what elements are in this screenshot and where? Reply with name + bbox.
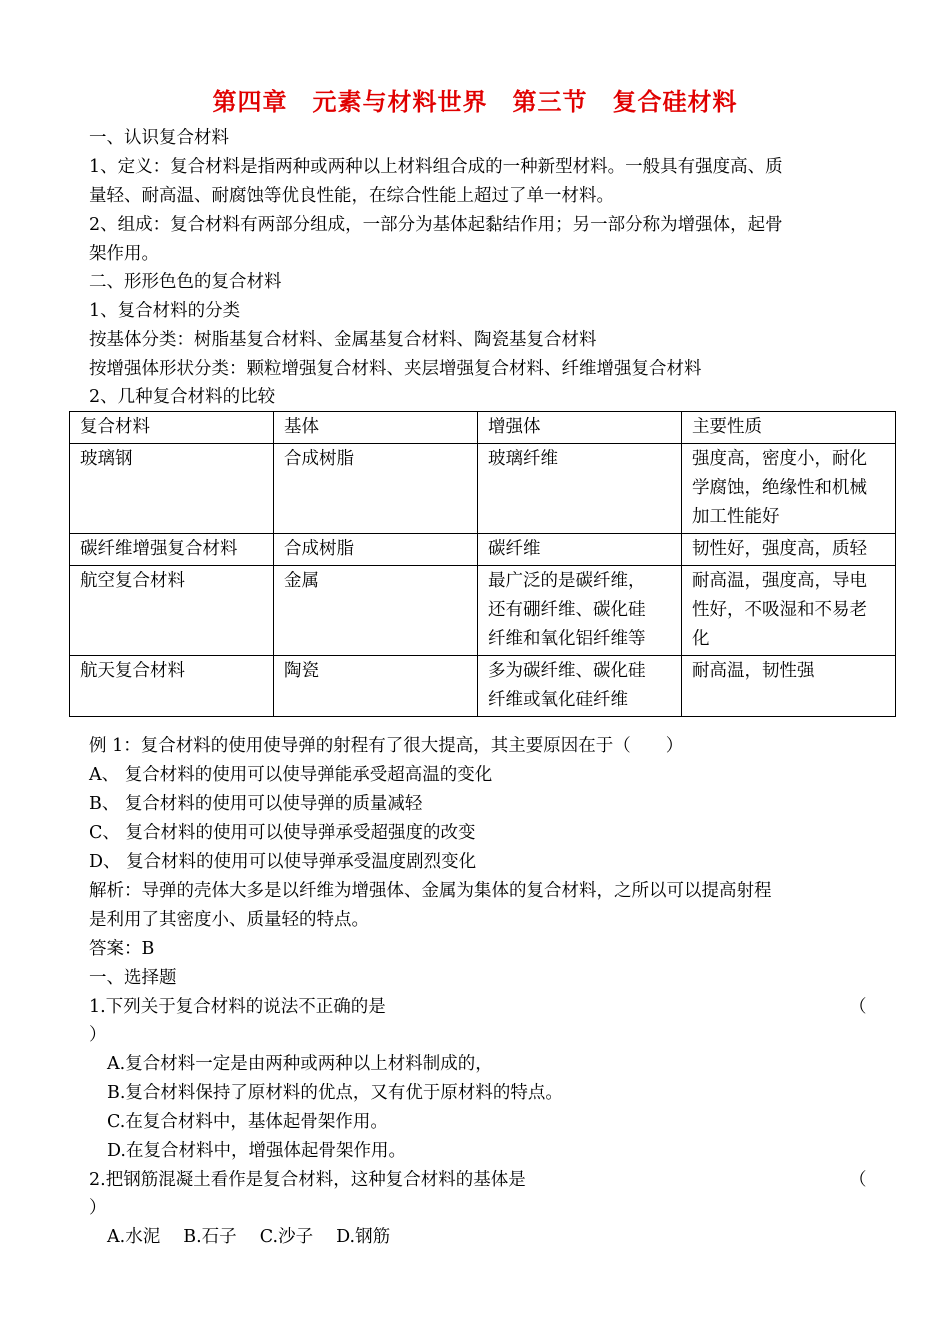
example-option-a: A、 复合材料的使用可以使导弹能承受超高温的变化 [89, 765, 493, 785]
example-option-d: D、 复合材料的使用可以使导弹承受温度剧烈变化 [89, 852, 477, 872]
table-cell [274, 566, 478, 656]
answer-line: 答案：B [89, 939, 155, 959]
cell-text: 碳纤维增强复合材料 [80, 539, 238, 559]
question-1-stem: 1.下列关于复合材料的说法不正确的是 [89, 997, 386, 1017]
question-2-paren-close: ） [89, 1198, 107, 1218]
question-1-option-b: B.复合材料保持了原材料的优点，又有优于原材料的特点。 [107, 1083, 563, 1103]
table-cell [478, 656, 682, 717]
cell-text: 玻璃纤维 [488, 449, 558, 469]
question-1-option-d: D.在复合材料中，增强体起骨架作用。 [107, 1141, 406, 1161]
page-title: 第四章 元素与材料世界 第三节 复合硅材料 [212, 87, 738, 116]
table-cell [682, 656, 896, 717]
definition-line-1: 1、定义：复合材料是指两种或两种以上材料组合成的一种新型材料。一般具有强度高、质 [89, 157, 783, 177]
example-option-b: B、 复合材料的使用可以使导弹的质量减轻 [89, 794, 423, 814]
example-question: 例 1：复合材料的使用使导弹的射程有了很大提高，其主要原因在于（ ） [89, 736, 684, 756]
table-row [70, 534, 896, 566]
composition-line-2: 架作用。 [89, 244, 159, 264]
table-cell [70, 656, 274, 717]
cell-text: 耐高温，韧性强 [692, 661, 815, 681]
table-row [70, 566, 896, 656]
exercise-heading: 一、选择题 [89, 968, 177, 988]
classification-by-matrix: 按基体分类：树脂基复合材料、金属基复合材料、陶瓷基复合材料 [89, 330, 597, 350]
cell-text: 韧性好，强度高，质轻 [692, 539, 867, 559]
cell-text: 耐高温，强度高，导电 性好，不吸湿和不易老 化 [692, 571, 867, 649]
question-2-paren-open: （ [849, 1170, 867, 1190]
table-cell [682, 534, 896, 566]
table-cell [682, 566, 896, 656]
comparison-heading: 2、几种复合材料的比较 [89, 387, 276, 407]
table-header-cell: 基体 [274, 412, 478, 444]
cell-text: 合成树脂 [284, 539, 354, 559]
cell-text: 碳纤维 [488, 539, 541, 559]
cell-text: 最广泛的是碳纤维， 还有硼纤维、碳化硅 纤维和氧化铝纤维等 [488, 571, 646, 649]
section-heading-2: 二、形形色色的复合材料 [89, 272, 282, 292]
cell-text: 陶瓷 [284, 661, 319, 681]
cell-text: 金属 [284, 571, 319, 591]
table-header-row [70, 412, 896, 444]
composition-line-1: 2、组成：复合材料有两部分组成，一部分为基体起黏结作用；另一部分称为增强体，起骨 [89, 215, 783, 235]
analysis-line-1: 解析：导弹的壳体大多是以纤维为增强体、金属为集体的复合材料，之所以可以提高射程 [89, 881, 772, 901]
question-2-stem: 2.把钢筋混凝土看作是复合材料，这种复合材料的基体是 [89, 1170, 526, 1190]
table-row [70, 656, 896, 717]
table-cell [274, 534, 478, 566]
question-1-option-c: C.在复合材料中，基体起骨架作用。 [107, 1112, 388, 1132]
table-cell [70, 444, 274, 534]
classification-heading: 1、复合材料的分类 [89, 301, 241, 321]
classification-by-shape: 按增强体形状分类：颗粒增强复合材料、夹层增强复合材料、纤维增强复合材料 [89, 359, 702, 379]
question-1-paren-open: （ [849, 997, 867, 1017]
question-2-options: A.水泥 B.石子 C.沙子 D.钢筋 [107, 1227, 391, 1247]
table-cell [478, 534, 682, 566]
example-option-c: C、 复合材料的使用可以使导弹承受超强度的改变 [89, 823, 476, 843]
definition-line-2: 量轻、耐高温、耐腐蚀等优良性能，在综合性能上超过了单一材料。 [89, 186, 614, 206]
table-cell [274, 444, 478, 534]
table-header-cell: 主要性质 [682, 412, 896, 444]
cell-text: 合成树脂 [284, 449, 354, 469]
table-row [70, 444, 896, 534]
table-cell [274, 656, 478, 717]
table-header-cell: 增强体 [478, 412, 682, 444]
cell-text: 强度高，密度小，耐化 学腐蚀，绝缘性和机械 加工性能好 [692, 449, 867, 527]
question-1-paren-close: ） [89, 1025, 107, 1045]
table-cell [478, 444, 682, 534]
table-cell [682, 444, 896, 534]
analysis-line-2: 是利用了其密度小、质量轻的特点。 [89, 910, 369, 930]
cell-text: 航天复合材料 [80, 661, 185, 681]
section-heading-1: 一、认识复合材料 [89, 128, 229, 148]
table-cell [478, 566, 682, 656]
question-1-option-a: A.复合材料一定是由两种或两种以上材料制成的， [107, 1054, 493, 1074]
cell-text: 玻璃钢 [80, 449, 133, 469]
comparison-table [69, 411, 896, 717]
table-cell [70, 566, 274, 656]
cell-text: 多为碳纤维、碳化硅 纤维或氧化硅纤维 [488, 661, 646, 710]
cell-text: 航空复合材料 [80, 571, 185, 591]
table-header-cell: 复合材料 [70, 412, 274, 444]
table-cell [70, 534, 274, 566]
